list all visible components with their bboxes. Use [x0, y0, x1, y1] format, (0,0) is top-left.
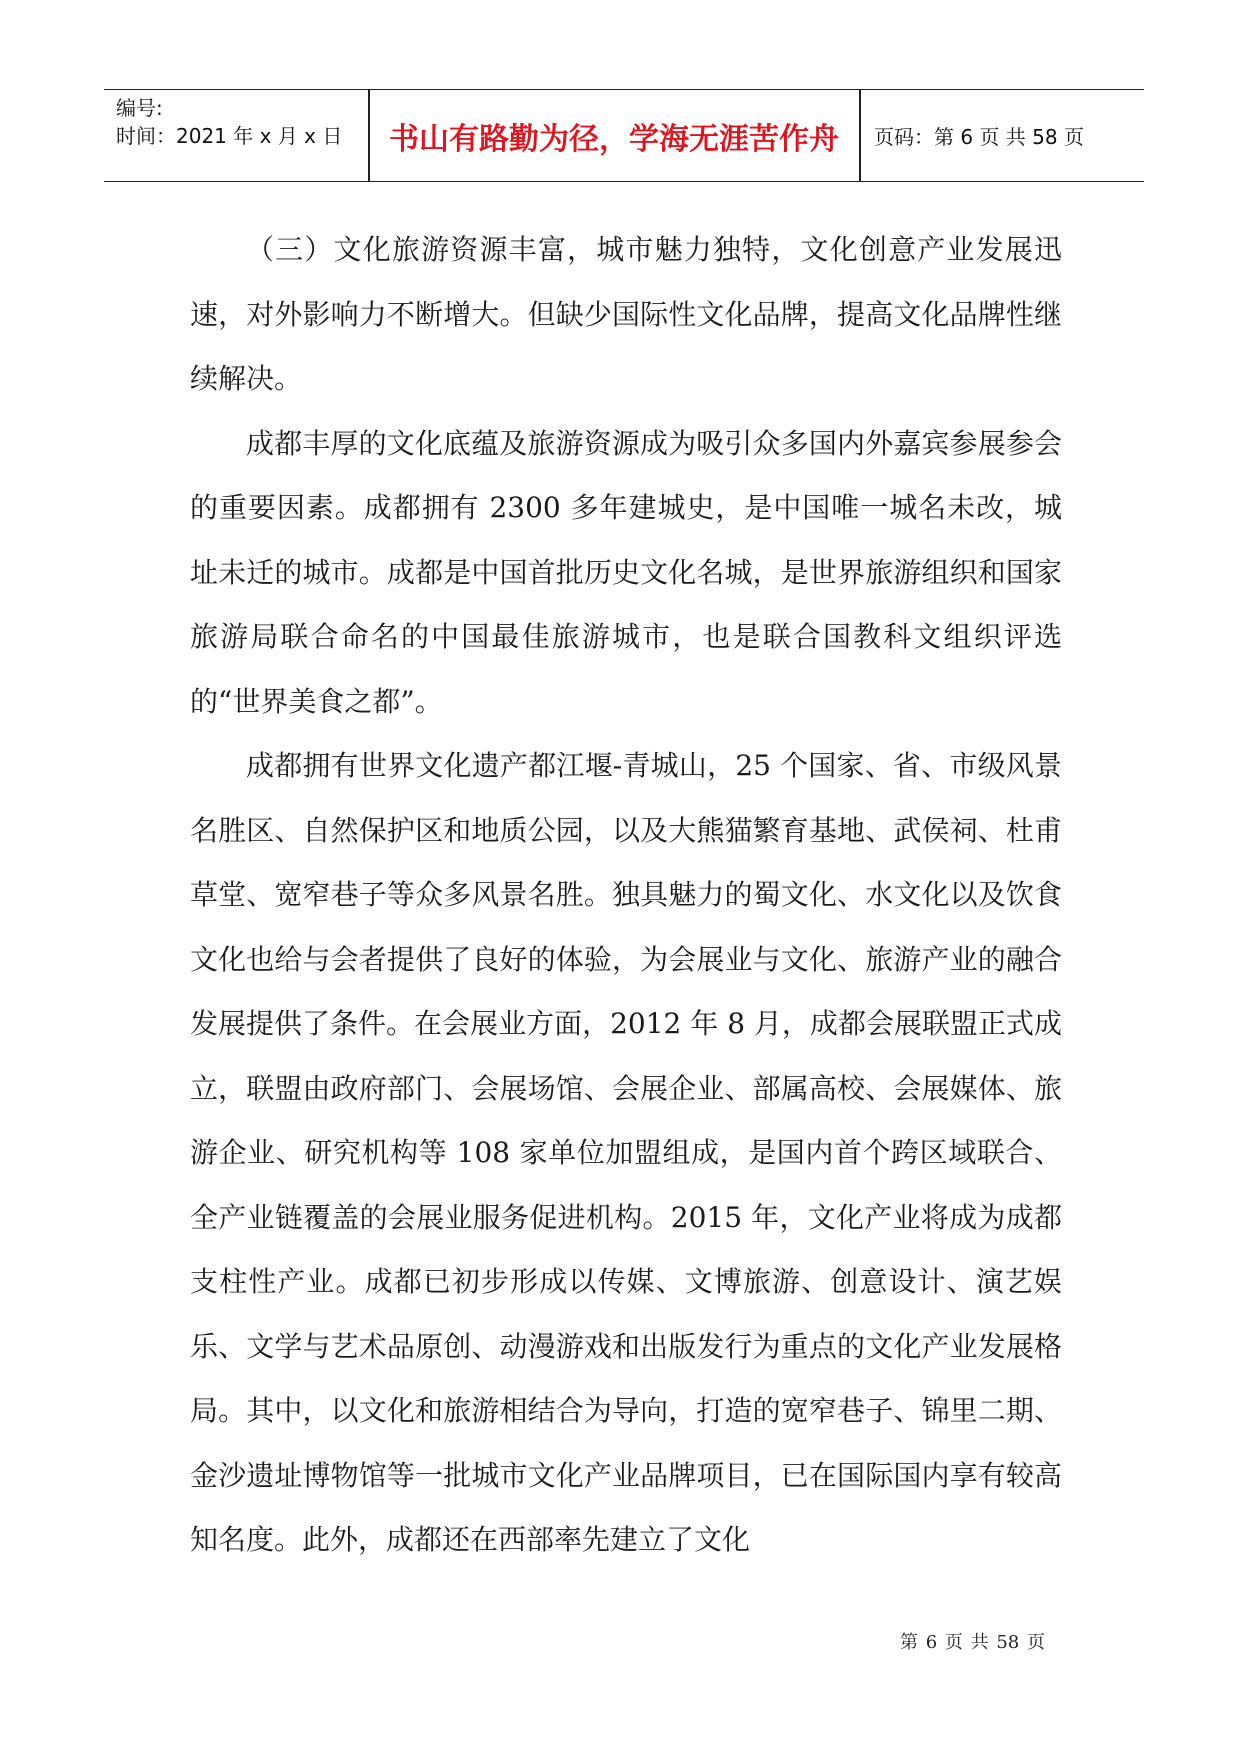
paragraph-heritage-industry: 成都拥有世界文化遗产都江堰-青城山，25 个国家、省、市级风景名胜区、自然保护区和地质公园，以及大熊猫繁育基地、武侯祠、杜甫草堂、宽窄巷子等众多风景名胜。独具魅力的蜀文化、水文化以及饮食文化也给与会者提供了良好的体验，为会展业与文化、旅游产业的融合发展提供了条件。在会展业方面，2012 年 8 月，成都会展联盟正式成立，联盟由政府部门、会展场馆、会展企业、部属高校、会展媒体、旅游企业、研究机构等 108 家单位加盟组成，是国内首个跨区域联合、全产业链覆盖的会展业服务促进机构。2015 年，文化产业将成为成都支柱性产业。成都已初步形成以传媒、文博旅游、创意设计、演艺娱乐、文学与艺术品原创、动漫游戏和出版发行为重点的文化产业发展格局。其中，以文化和旅游相结合为导向，打造的宽窄巷子、锦里二期、金沙遗址博物馆等一批城市文化产业品牌项目，已在国际国内享有较高知名度。此外，成都还在西部率先建立了文化 — [190, 749, 1062, 1556]
paragraph-culture-tourism: 成都丰厚的文化底蕴及旅游资源成为吸引众多国内外嘉宾参展参会的重要因素。成都拥有 2300 多年建城史，是中国唯一城名未改，城址未迁的城市。成都是中国首批历史文化名城，是世界旅游组织和国家旅游局联合命名的中国最佳旅游城市，也是联合国教科文组织评选的“世界美食之都”。 — [190, 426, 1062, 718]
document-body — [190, 218, 1062, 1573]
header-page-number: 页码：第 6 页 共 58 页 — [874, 125, 1084, 149]
header-motto: 书山有路勤为径，学海无涯苦作舟 — [389, 121, 839, 157]
page-header — [104, 89, 1144, 182]
header-divider-right — [859, 90, 861, 181]
paragraph-section-heading: （三）文化旅游资源丰富，城市魅力独特，文化创意产业发展迅速，对外影响力不断增大。但缺少国际性文化品牌，提高文化品牌性继续解决。 — [190, 233, 1062, 395]
document-number-label: 编号: — [116, 96, 163, 120]
header-meta — [116, 94, 342, 150]
page-footer: 第 6 页 共 58 页 — [900, 1632, 1045, 1653]
document-time-label: 时间：2021 年 x 月 x 日 — [116, 124, 343, 148]
